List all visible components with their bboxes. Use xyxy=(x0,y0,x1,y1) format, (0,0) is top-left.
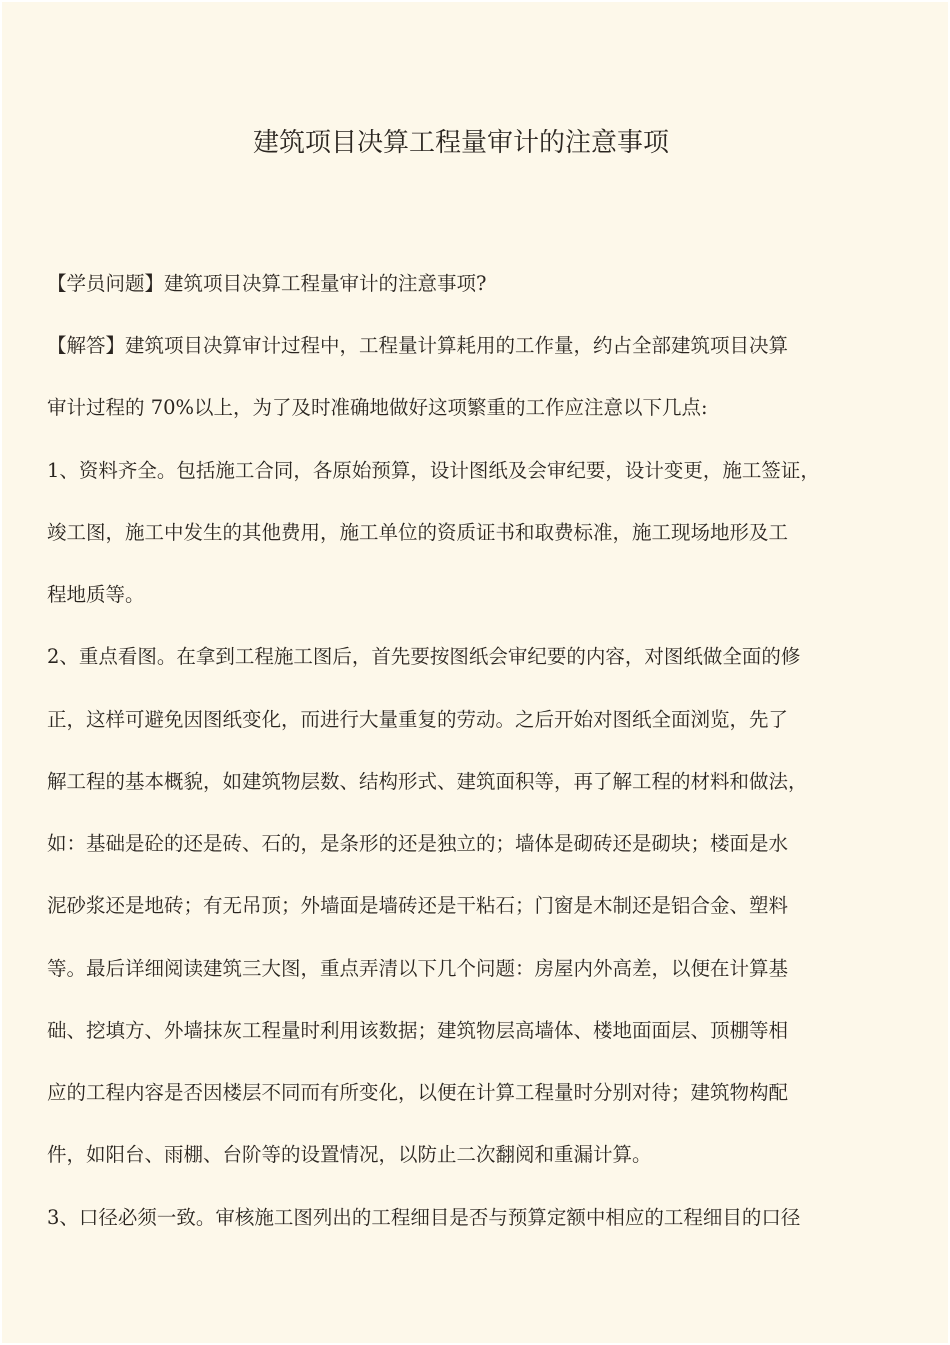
document-page xyxy=(2,2,948,1343)
point-2-line-1: 2、重点看图。在拿到工程施工图后，首先要按图纸会审纪要的内容，对图纸做全面的修 xyxy=(47,645,801,668)
point-2-line-2: 正，这样可避免因图纸变化，而进行大量重复的劳动。之后开始对图纸全面浏览，先了 xyxy=(47,708,789,731)
point-1-line-2: 竣工图，施工中发生的其他费用，施工单位的资质证书和取费标准，施工现场地形及工 xyxy=(47,521,789,544)
point-2-line-7: 础、挖填方、外墙抹灰工程量时利用该数据；建筑物层高墙体、楼地面面层、顶棚等相 xyxy=(47,1019,789,1042)
point-2-line-9: 件，如阳台、雨棚、台阶等的设置情况，以防止二次翻阅和重漏计算。 xyxy=(47,1143,652,1166)
point-2-line-3: 解工程的基本概貌，如建筑物层数、结构形式、建筑面积等，再了解工程的材料和做法， xyxy=(47,770,808,793)
point-2-line-5: 泥砂浆还是地砖；有无吊顶；外墙面是墙砖还是干粘石；门窗是木制还是铝合金、塑料 xyxy=(47,894,789,917)
question-line: 【学员问题】建筑项目决算工程量审计的注意事项? xyxy=(47,272,487,295)
point-1-line-3: 程地质等。 xyxy=(47,583,145,606)
answer-line-1: 【解答】建筑项目决算审计过程中，工程量计算耗用的工作量，约占全部建筑项目决算 xyxy=(47,334,789,357)
point-2-line-8: 应的工程内容是否因楼层不同而有所变化，以便在计算工程量时分别对待；建筑物构配 xyxy=(47,1081,789,1104)
point-3-line-1: 3、口径必须一致。审核施工图列出的工程细目是否与预算定额中相应的工程细目的口径 xyxy=(47,1206,801,1229)
answer-line-2: 审计过程的 70%以上，为了及时准确地做好这项繁重的工作应注意以下几点: xyxy=(47,396,708,419)
point-2-line-4: 如：基础是砼的还是砖、石的，是条形的还是独立的；墙体是砌砖还是砌块；楼面是水 xyxy=(47,832,789,855)
document-title: 建筑项目决算工程量审计的注意事项 xyxy=(252,128,669,158)
point-2-line-6: 等。最后详细阅读建筑三大图，重点弄清以下几个问题：房屋内外高差，以便在计算基 xyxy=(47,957,789,980)
point-1-line-1: 1、资料齐全。包括施工合同，各原始预算，设计图纸及会审纪要，设计变更，施工签证， xyxy=(47,459,820,482)
